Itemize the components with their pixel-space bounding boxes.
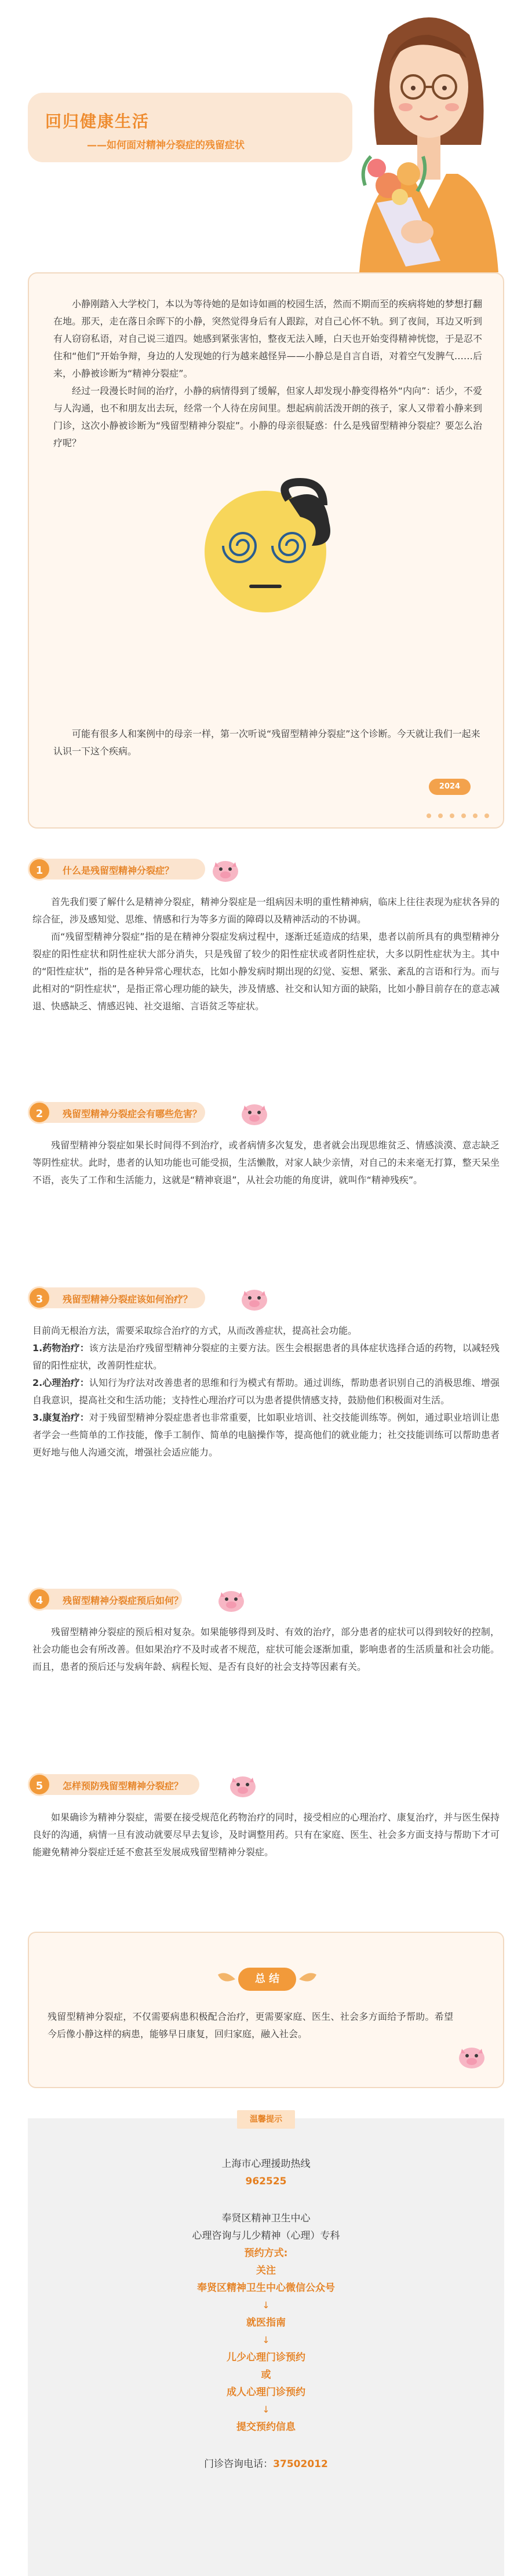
section-prognosis bbox=[28, 1579, 504, 1765]
booking-step: 提交预约信息 bbox=[236, 2421, 296, 2433]
section-prevention bbox=[28, 1765, 504, 1921]
section-heading bbox=[28, 1765, 504, 1805]
section-heading bbox=[28, 849, 504, 890]
leaf-icon bbox=[297, 1968, 320, 1991]
section-harm bbox=[28, 1093, 504, 1278]
treatment-label: 3.康复治疗： bbox=[32, 1412, 89, 1423]
intro-card bbox=[28, 272, 504, 829]
treatment-item bbox=[32, 1340, 500, 1374]
booking-step: 就医指南 bbox=[246, 2317, 286, 2329]
section-number: 4 bbox=[28, 1588, 51, 1611]
section-paragraph: 残留型精神分裂症如果长时间得不到治疗，或者病情多次复发，患者就会出现思维贫乏、情感淡漠、意志缺乏等阴性症状。此时，患者的认知功能也可能受损，生活懒散，对家人缺少亲情，对自己的未来毫无打算，整天呆坐不语，丧失了工作和生活能力，这就是“精神衰退”，从社会功能的角度讲，就叫作“精神残疾”。 bbox=[32, 1140, 500, 1185]
center-name: 奉贤区精神卫生中心 bbox=[221, 2213, 311, 2224]
section-number: 3 bbox=[28, 1286, 51, 1309]
booking-method: 预约方式: bbox=[244, 2247, 288, 2259]
section-heading bbox=[28, 1579, 504, 1620]
section-title: 什么是残留型精神分裂症？ bbox=[63, 865, 174, 876]
page-subtitle: ——如何面对精神分裂症的残留症状 bbox=[87, 140, 245, 151]
section-paragraph: 而“残留型精神分裂症”指的是在精神分裂症发病过程中，逐渐迁延造成的结果，患者以前所具有的典型精神分裂症的阳性症状和阴性症状大部分消失，只是残留了较少的阳性症状或者阴性症状，大多以阴性症状为主。其中的“阳性症状”，指的是各种异常心理状态，比如小静发病时期出现的幻觉、妄想、紧张、紊乱的言语和行为。而与此相对的“阴性症状”，是指正常心理功能的缺失，涉及情感、社交和认知方面的缺陷，比如小静目前存在的意志减退、快感缺乏、情感迟钝、社交退缩、言语贫乏等症状。 bbox=[32, 931, 500, 1012]
booking-step: 或 bbox=[261, 2369, 271, 2381]
section-what-is bbox=[28, 849, 504, 1093]
section-body bbox=[28, 1805, 504, 1861]
intro-paragraph: 经过一段漫长时间的治疗，小静的病情得到了缓解，但家人却发现小静变得格外“内向”：话少，不爱与人沟通，也不和朋友出去玩，经常一个人待在房间里。想起病前活泼开朗的孩子，家人又带着小静来到门诊，这次小静被诊断为“残留型精神分裂症”。小静的母亲很疑惑：什么是残留型精神分裂症？要怎么治疗呢？ bbox=[53, 385, 482, 448]
section-paragraph: 如果确诊为精神分裂症，需要在接受规范化药物治疗的同时，接受相应的心理治疗、康复治疗，并与医生保持良好的沟通，病情一旦有波动就要尽早去复诊，及时调整用药。只有在家庭、医生、社会多方面支持与帮助下才可能避免精神分裂症迁延不愈甚至发展成残留型精神分裂症。 bbox=[32, 1812, 500, 1858]
hotline-number[interactable]: 962525 bbox=[245, 2176, 287, 2187]
pig-icon bbox=[236, 1095, 272, 1130]
treatment-label: 2.心理治疗： bbox=[32, 1377, 89, 1388]
summary-card bbox=[28, 1932, 504, 2088]
section-intro: 目前尚无根治方法，需要采取综合治疗的方式，从而改善症状，提高社会功能。 bbox=[32, 1325, 358, 1336]
booking-step: 关注 bbox=[256, 2265, 276, 2276]
treatment-text: 认知行为疗法对改善患者的思维和行为模式有帮助。通过训练，帮助患者识别自己的消极思维、增强自我意识，提高社交和生活功能；支持性心理治疗可以为患者提供情感支持，鼓励他们积极面对生活。 bbox=[32, 1377, 500, 1406]
section-title: 残留型精神分裂症预后如何？ bbox=[63, 1595, 184, 1606]
hotline-lines bbox=[28, 2155, 504, 2473]
hotline-title: 上海市心理援助热线 bbox=[221, 2158, 311, 2170]
treatment-label: 1.药物治疗： bbox=[32, 1342, 89, 1353]
down-arrow-icon: ↓ bbox=[262, 2404, 270, 2415]
section-paragraph: 首先我们要了解什么是精神分裂症，精神分裂症是一组病因未明的重性精神病，临床上往往表现为症状各异的综合征，涉及感知觉、思维、情感和行为等多方面的障碍以及精神活动的不协调。 bbox=[32, 896, 500, 925]
down-arrow-icon: ↓ bbox=[262, 2334, 270, 2345]
pig-icon bbox=[213, 1582, 249, 1617]
treatment-item bbox=[32, 1374, 500, 1409]
hotline-tab: 温馨提示 bbox=[237, 2110, 295, 2129]
section-title: 残留型精神分裂症该如何治疗？ bbox=[63, 1294, 193, 1305]
leaf-icon bbox=[214, 1968, 238, 1991]
section-number: 2 bbox=[28, 1101, 51, 1124]
section-title: 残留型精神分裂症会有哪些危害？ bbox=[63, 1108, 202, 1119]
treatment-text: 对于残留型精神分裂症患者也非常重要，比如职业培训、社交技能训练等。例如，通过职业培训让患者学会一些简单的工作技能，像手工制作、简单的电脑操作等，提高他们的就业能力；社交技能训练可以帮助患者更好地与他人沟通交流，增强社会适应能力。 bbox=[32, 1412, 500, 1458]
down-arrow-icon: ↓ bbox=[262, 2300, 270, 2311]
section-number: 1 bbox=[28, 858, 51, 881]
summary-text: 残留型精神分裂症，不仅需要病患积极配合治疗，更需要家庭、医生、社会多方面给予帮助。希望今后像小静这样的病患，能够早日康复，回归家庭，融入社会。 bbox=[48, 2011, 453, 2039]
department-name: 心理咨询与儿少精神（心理）专科 bbox=[192, 2230, 340, 2242]
dots-decoration bbox=[423, 810, 493, 822]
treatment-text: 该方法是治疗残留型精神分裂症的主要方法。医生会根据患者的具体症状选择合适的药物，以减轻残留的阳性症状，改善阴性症状。 bbox=[32, 1342, 500, 1371]
section-paragraph: 残留型精神分裂症的预后相对复杂。如果能够得到及时、有效的治疗，部分患者的症状可以得到较好的控制，社会功能也会有所改善。但如果治疗不及时或者不规范，症状可能会逐渐加重，影响患者的生活质量和社会功能。而且，患者的预后还与发病年龄、病程长短、是否有良好的社会支持等因素有关。 bbox=[32, 1626, 500, 1672]
clinic-phone-number[interactable]: 37502012 bbox=[273, 2458, 328, 2470]
hotline-box bbox=[28, 2115, 504, 2576]
section-body bbox=[28, 1620, 504, 1676]
confused-face-icon bbox=[190, 459, 352, 633]
pig-icon bbox=[225, 1767, 261, 1802]
intro-closing: 可能有很多人和案例中的母亲一样，第一次听说“残留型精神分裂症”这个诊断。今天就让我们一起来认识一下这个疾病。 bbox=[53, 728, 480, 757]
section-heading bbox=[28, 1093, 504, 1133]
section-body bbox=[28, 890, 504, 1015]
pig-icon bbox=[236, 1280, 272, 1315]
section-body bbox=[28, 1319, 504, 1461]
treatment-item bbox=[32, 1409, 500, 1461]
intro-paragraph: 小静刚踏入大学校门，本以为等待她的是如诗如画的校园生活，然而不期而至的疾病将她的梦想打翻在地。那天，走在落日余晖下的小静，突然觉得身后有人跟踪，对自己心怀不轨。到了夜间，耳边又听到有人窃窃私语，对自己说三道四。她感到紧张害怕，整夜无法入睡，白天也开始变得精神恍惚，于是忍不住和“他们”开始争辩，身边的人发现她的行为越来越怪异——小静总是自言自语，对着空气发脾气……后来，小静被诊断为“精神分裂症”。 bbox=[53, 298, 482, 379]
clinic-phone-label: 门诊咨询电话： bbox=[204, 2458, 274, 2470]
section-heading bbox=[28, 1278, 504, 1319]
intro-text bbox=[53, 295, 482, 452]
summary-badge: 总 结 bbox=[238, 1968, 296, 1991]
booking-step: 奉贤区精神卫生中心微信公众号 bbox=[197, 2282, 335, 2294]
section-treatment bbox=[28, 1278, 504, 1579]
pig-icon bbox=[452, 2038, 491, 2073]
booking-step: 成人心理门诊预约 bbox=[227, 2387, 305, 2398]
booking-step: 儿少心理门诊预约 bbox=[227, 2352, 305, 2363]
section-number: 5 bbox=[28, 1773, 51, 1796]
section-title: 怎样预防残留型精神分裂症？ bbox=[63, 1780, 184, 1791]
clinic-phone bbox=[28, 2455, 504, 2473]
pig-icon bbox=[207, 852, 243, 886]
year-badge: 2024 bbox=[429, 779, 471, 795]
page-title: 回归健康生活 bbox=[45, 112, 150, 131]
woman-with-flowers-illustration bbox=[325, 0, 532, 272]
section-body bbox=[28, 1133, 504, 1189]
header-banner bbox=[0, 0, 532, 272]
